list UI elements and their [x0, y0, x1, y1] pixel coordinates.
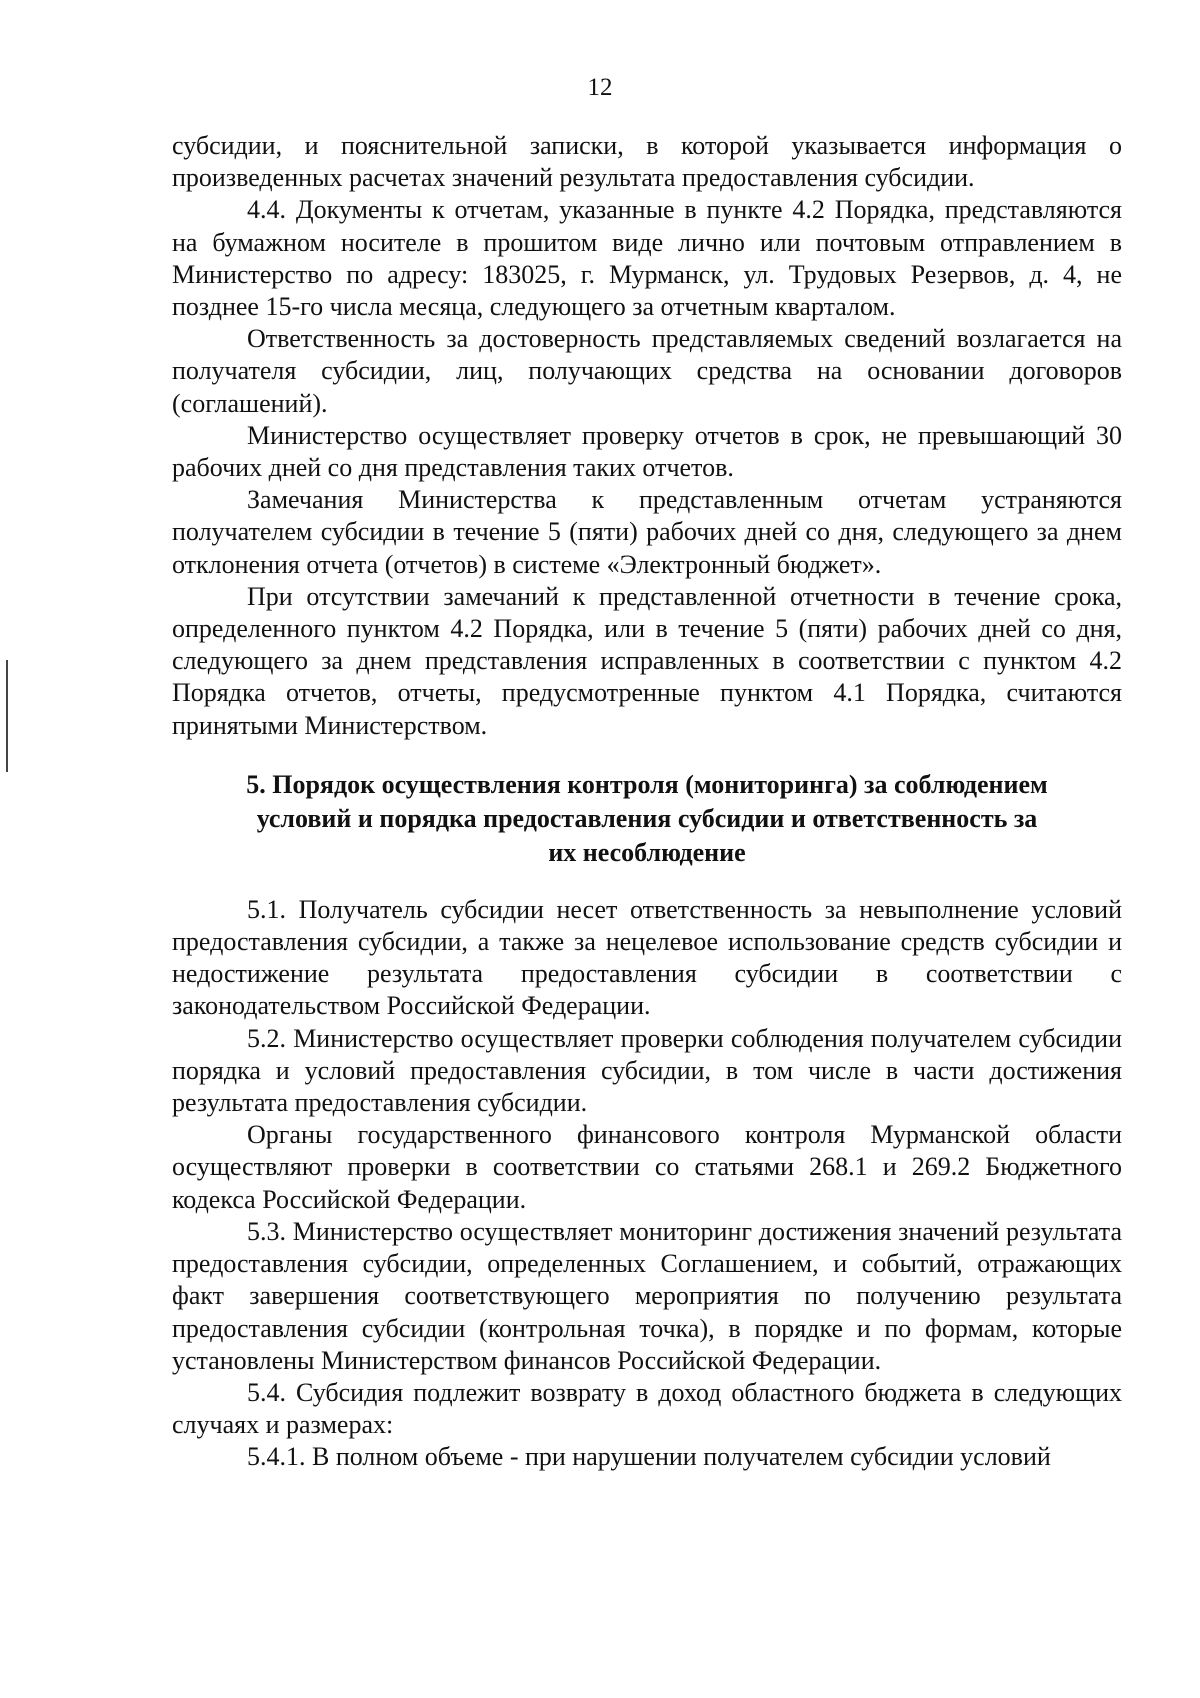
paragraph-continuation: субсидии, и пояснительной записки, в которой указывается информация о произведенных расчетах значений результата предоставления субсидии. [172, 131, 1122, 193]
paragraph-financial-control: Органы государственного финансового контроля Мурманской области осуществляют проверки в соответствии со статьями 268.1 и 269.2 Бюджетного кодекса Российской Федерации. [172, 1120, 1122, 1214]
paragraph-5-1: 5.1. Получатель субсидии несет ответственность за невыполнение условий предоставления субсидии, а также за нецелевое использование средств субсидии и недостижение результата предоставления субсидии в соответствии с законодательством Российской Федерации. [172, 894, 1122, 1021]
paragraph-acceptance: При отсутствии замечаний к представленной отчетности в течение срока, определенного пунктом 4.2 Порядка, или в течение 5 (пяти) рабочих дней со дня, следующего за днем представления исправленных в соответствии с пунктом 4.2 Порядка отчетов, отчеты, предусмотренные пунктом 4.1 Порядка, считаются принятыми Министерством. [172, 581, 1122, 740]
paragraph-5-3: 5.3. Министерство осуществляет мониторинг достижения значений результата предоставления субсидии, определенных Соглашением, и событий, отражающих факт завершения соответствующего мероприятия по получению результата предоставления субсидии (контрольная точка), в порядке и по формам, которые установлены Министерством финансов Российской Федерации. [172, 1216, 1122, 1375]
paragraph-remarks: Замечания Министерства к представленным отчетам устраняются получателем субсидии в течение 5 (пяти) рабочих дней со дня, следующего за днем отклонения отчета (отчетов) в системе «Электронный бюджет». [172, 485, 1122, 579]
page-number: 12 [587, 74, 613, 101]
paragraph-5-4: 5.4. Субсидия подлежит возврату в доход областного бюджета в следующих случаях и размерах: [172, 1377, 1122, 1440]
document-body [172, 130, 1122, 1474]
paragraph-verification: Министерство осуществляет проверку отчетов в срок, не превышающий 30 рабочих дней со дня представления таких отчетов. [172, 420, 1122, 483]
section-5-heading: 5. Порядок осуществления контроля (мониторинга) за соблюдением условий и порядка предоставления субсидии и ответственность за их несоблюдение [246, 769, 1048, 867]
margin-scan-mark [6, 660, 8, 772]
paragraph-5-2: 5.2. Министерство осуществляет проверки соблюдения получателем субсидии порядка и условий предоставления субсидии, в том числе в части достижения результата предоставления субсидии. [172, 1023, 1122, 1118]
paragraph-4-4: 4.4. Документы к отчетам, указанные в пункте 4.2 Порядка, представляются на бумажном носителе в прошитом виде лично или почтовым отправлением в Министерство по адресу: 183025, г. Мурманск, ул. Трудовых Резервов, д. 4, не позднее 15-го числа месяца, следующего за отчетным кварталом. [172, 195, 1122, 322]
paragraph-responsibility: Ответственность за достоверность представляемых сведений возлагается на получателя субсидии, лиц, получающих средства на основании договоров (соглашений). [172, 324, 1122, 418]
paragraph-5-4-1: 5.4.1. В полном объеме - при нарушении получателем субсидии условий [247, 1442, 1051, 1472]
